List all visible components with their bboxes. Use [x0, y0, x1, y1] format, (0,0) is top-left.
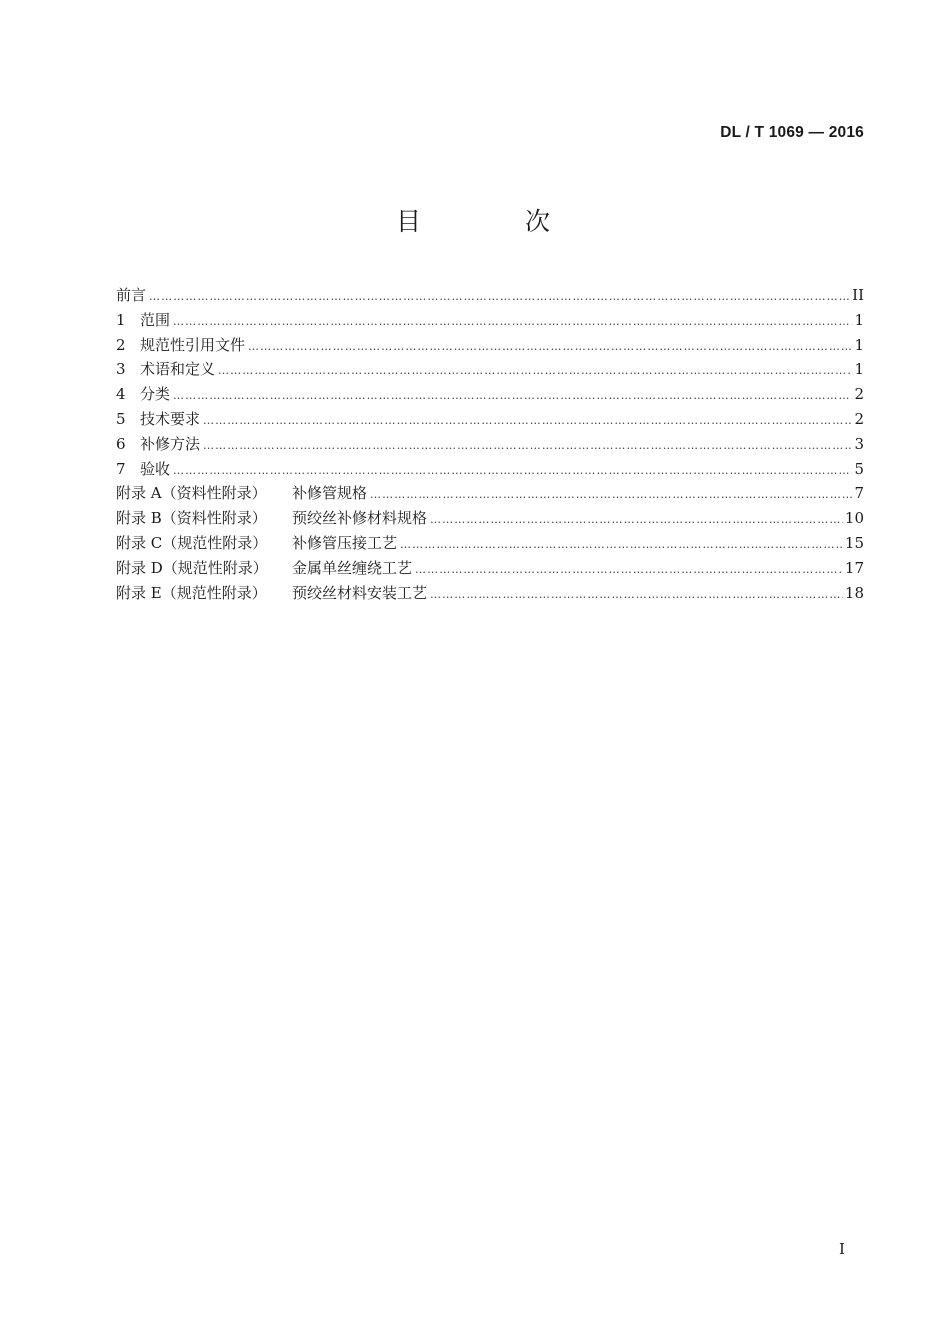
toc-entry-label: 补修方法	[140, 434, 201, 453]
toc-leader-dots	[370, 483, 852, 508]
toc-entry-page: 5	[854, 459, 864, 478]
toc-entry-page: 7	[854, 484, 864, 503]
toc-leader-dots	[173, 459, 852, 484]
toc-entry-page: 10	[844, 509, 864, 528]
toc-entry-normative-references[interactable]	[116, 333, 864, 358]
toc-entry-label: 补修管规格	[292, 484, 368, 503]
toc-leader-dots	[173, 310, 852, 335]
toc-entry-appendix-d[interactable]	[116, 556, 864, 581]
toc-title: 目 次	[396, 207, 598, 236]
toc-leader-dots	[430, 583, 843, 608]
toc-appendix-label: 附录 A（资料性附录）	[116, 484, 267, 503]
toc-entry-number: 7	[116, 459, 126, 478]
toc-entry-label: 前言	[116, 286, 147, 304]
toc-entry-scope[interactable]	[116, 308, 864, 333]
toc-entry-foreword[interactable]	[116, 283, 864, 308]
toc-entry-number: 5	[116, 409, 126, 428]
toc-appendix-label: 附录 E（规范性附录）	[116, 583, 267, 602]
toc-entry-page: 3	[854, 434, 864, 453]
toc-entry-label: 预绞丝材料安装工艺	[292, 583, 428, 602]
toc-entry-appendix-b[interactable]	[116, 506, 864, 531]
toc-appendix-label: 附录 C（规范性附录）	[116, 533, 268, 552]
toc-entry-acceptance[interactable]	[116, 457, 864, 482]
toc-entry-appendix-e[interactable]	[116, 581, 864, 606]
toc-entry-label: 验收	[140, 459, 171, 478]
toc-entry-terms-definitions[interactable]	[116, 357, 864, 382]
toc-entry-label: 补修管压接工艺	[292, 533, 398, 552]
toc-entry-label: 金属单丝缠绕工艺	[292, 558, 413, 577]
toc-entry-classification[interactable]	[116, 382, 864, 407]
toc-entry-page: 17	[844, 558, 864, 577]
toc-leader-dots	[400, 533, 843, 558]
toc-entry-label: 规范性引用文件	[140, 335, 246, 354]
toc-entry-appendix-a[interactable]	[116, 481, 864, 506]
toc-entry-label: 术语和定义	[140, 360, 216, 379]
toc-entry-label: 预绞丝补修材料规格	[292, 509, 428, 528]
toc-leader-dots	[248, 335, 852, 360]
toc-entry-repair-methods[interactable]	[116, 432, 864, 457]
toc-entry-label: 分类	[140, 385, 171, 404]
toc-entry-number: 4	[116, 385, 126, 404]
toc-entry-page: 1	[854, 360, 864, 379]
toc-entry-page: 2	[854, 409, 864, 428]
table-of-contents	[116, 283, 864, 605]
toc-entry-page: 18	[844, 583, 864, 602]
toc-entry-label: 技术要求	[140, 409, 201, 428]
toc-entry-label: 范围	[140, 310, 171, 329]
toc-leader-dots	[415, 558, 843, 583]
toc-entry-page: 1	[854, 310, 864, 329]
toc-leader-dots	[430, 508, 843, 533]
toc-entry-number: 6	[116, 434, 126, 453]
toc-entry-page: II	[852, 286, 864, 304]
toc-entry-technical-requirements[interactable]	[116, 407, 864, 432]
toc-entry-appendix-c[interactable]	[116, 531, 864, 556]
toc-appendix-label: 附录 B（资料性附录）	[116, 509, 267, 528]
toc-leader-dots	[149, 285, 850, 310]
toc-entry-page: 15	[844, 533, 864, 552]
toc-entry-number: 1	[116, 310, 126, 329]
toc-leader-dots	[173, 384, 852, 409]
page-number: I	[839, 1240, 845, 1258]
toc-appendix-label: 附录 D（规范性附录）	[116, 558, 268, 577]
toc-leader-dots	[203, 409, 852, 434]
toc-entry-number: 3	[116, 360, 126, 379]
toc-entry-page: 2	[854, 385, 864, 404]
toc-leader-dots	[218, 359, 852, 384]
toc-entry-number: 2	[116, 335, 126, 354]
toc-leader-dots	[203, 434, 852, 459]
toc-entry-page: 1	[854, 335, 864, 354]
standard-code: DL / T 1069 — 2016	[720, 124, 864, 141]
